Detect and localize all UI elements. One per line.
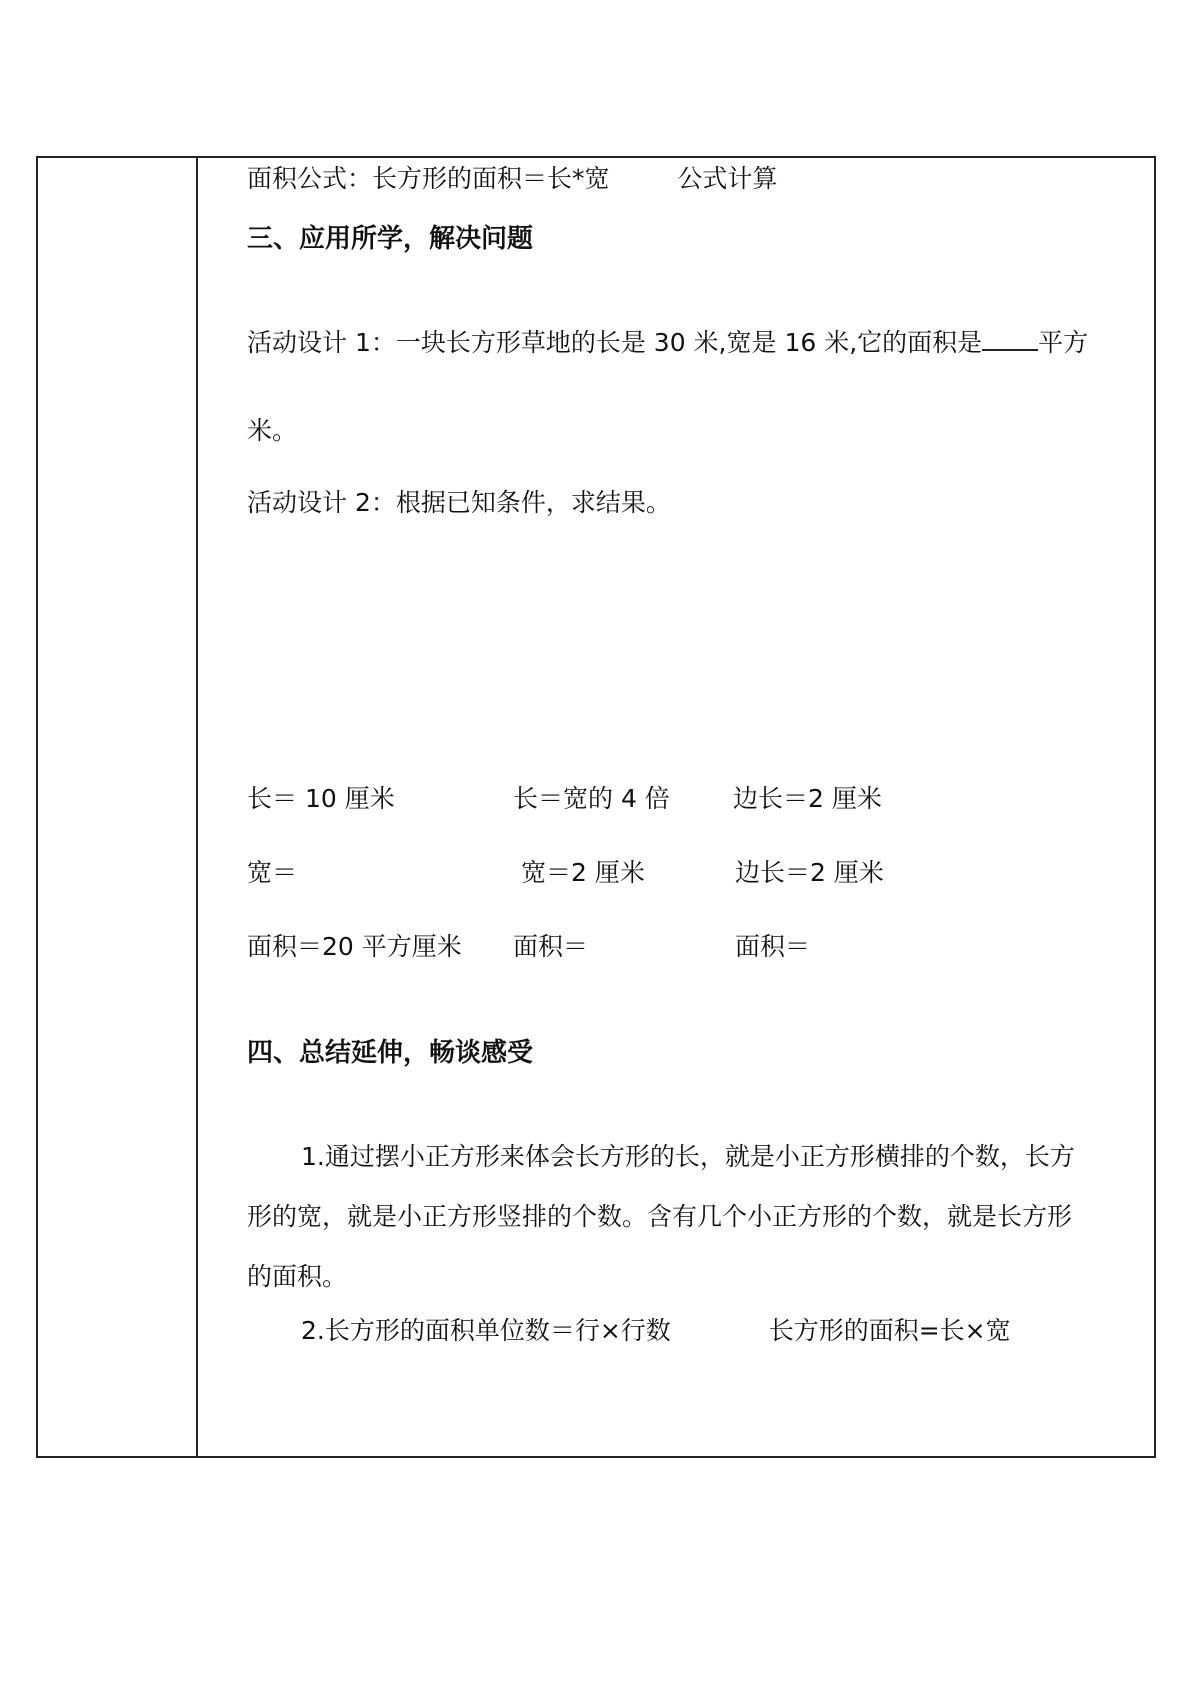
activity1-unit-b: 米。 xyxy=(247,416,298,445)
summary-p1-line1: 1.通过摆小正方形来体会长方形的长，就是小正方形横排的个数，长方 xyxy=(301,1142,1075,1171)
grid-c1-r2: 宽＝ xyxy=(247,858,298,887)
activity1-text: 活动设计 1：一块长方形草地的长是 30 米,宽是 16 米,它的面积是 xyxy=(247,328,983,357)
activity1-line xyxy=(247,328,1088,358)
formula-method: 公式计算 xyxy=(677,164,778,193)
section3-heading: 三、应用所学，解决问题 xyxy=(247,224,534,254)
activity2-text: 活动设计 2：根据已知条件，求结果。 xyxy=(247,488,671,517)
left-column-cell xyxy=(38,158,198,1456)
grid-c1-r1: 长＝ 10 厘米 xyxy=(247,784,395,813)
grid-c1-r3: 面积＝20 平方厘米 xyxy=(247,932,462,961)
grid-c3-r3: 面积＝ xyxy=(735,932,811,961)
activity1-unit-a: 平方 xyxy=(1038,328,1089,357)
grid-c2-r1: 长＝宽的 4 倍 xyxy=(513,784,670,813)
grid-c3-r2: 边长＝2 厘米 xyxy=(735,858,884,887)
formula-line xyxy=(247,164,777,194)
summary-p1-line2: 形的宽，就是小正方形竖排的个数。含有几个小正方形的个数，就是长方形 xyxy=(247,1202,1073,1231)
grid-c2-r2: 宽＝2 厘米 xyxy=(521,858,645,887)
formula-label: 面积公式：长方形的面积＝长*宽 xyxy=(247,164,610,193)
grid-c3-r1: 边长＝2 厘米 xyxy=(733,784,882,813)
answer-blank xyxy=(982,329,1038,351)
section4-heading: 四、总结延伸，畅谈感受 xyxy=(247,1038,534,1068)
grid-c2-r3: 面积＝ xyxy=(513,932,589,961)
summary-p2-line xyxy=(301,1316,1011,1346)
summary-p2-a: 2.长方形的面积单位数＝行×行数 xyxy=(301,1316,671,1345)
lesson-table xyxy=(36,156,1156,1458)
summary-p2-b: 长方形的面积=长×宽 xyxy=(768,1316,1011,1345)
summary-p1-line3: 的面积。 xyxy=(247,1262,348,1291)
content-cell xyxy=(199,158,1154,1456)
